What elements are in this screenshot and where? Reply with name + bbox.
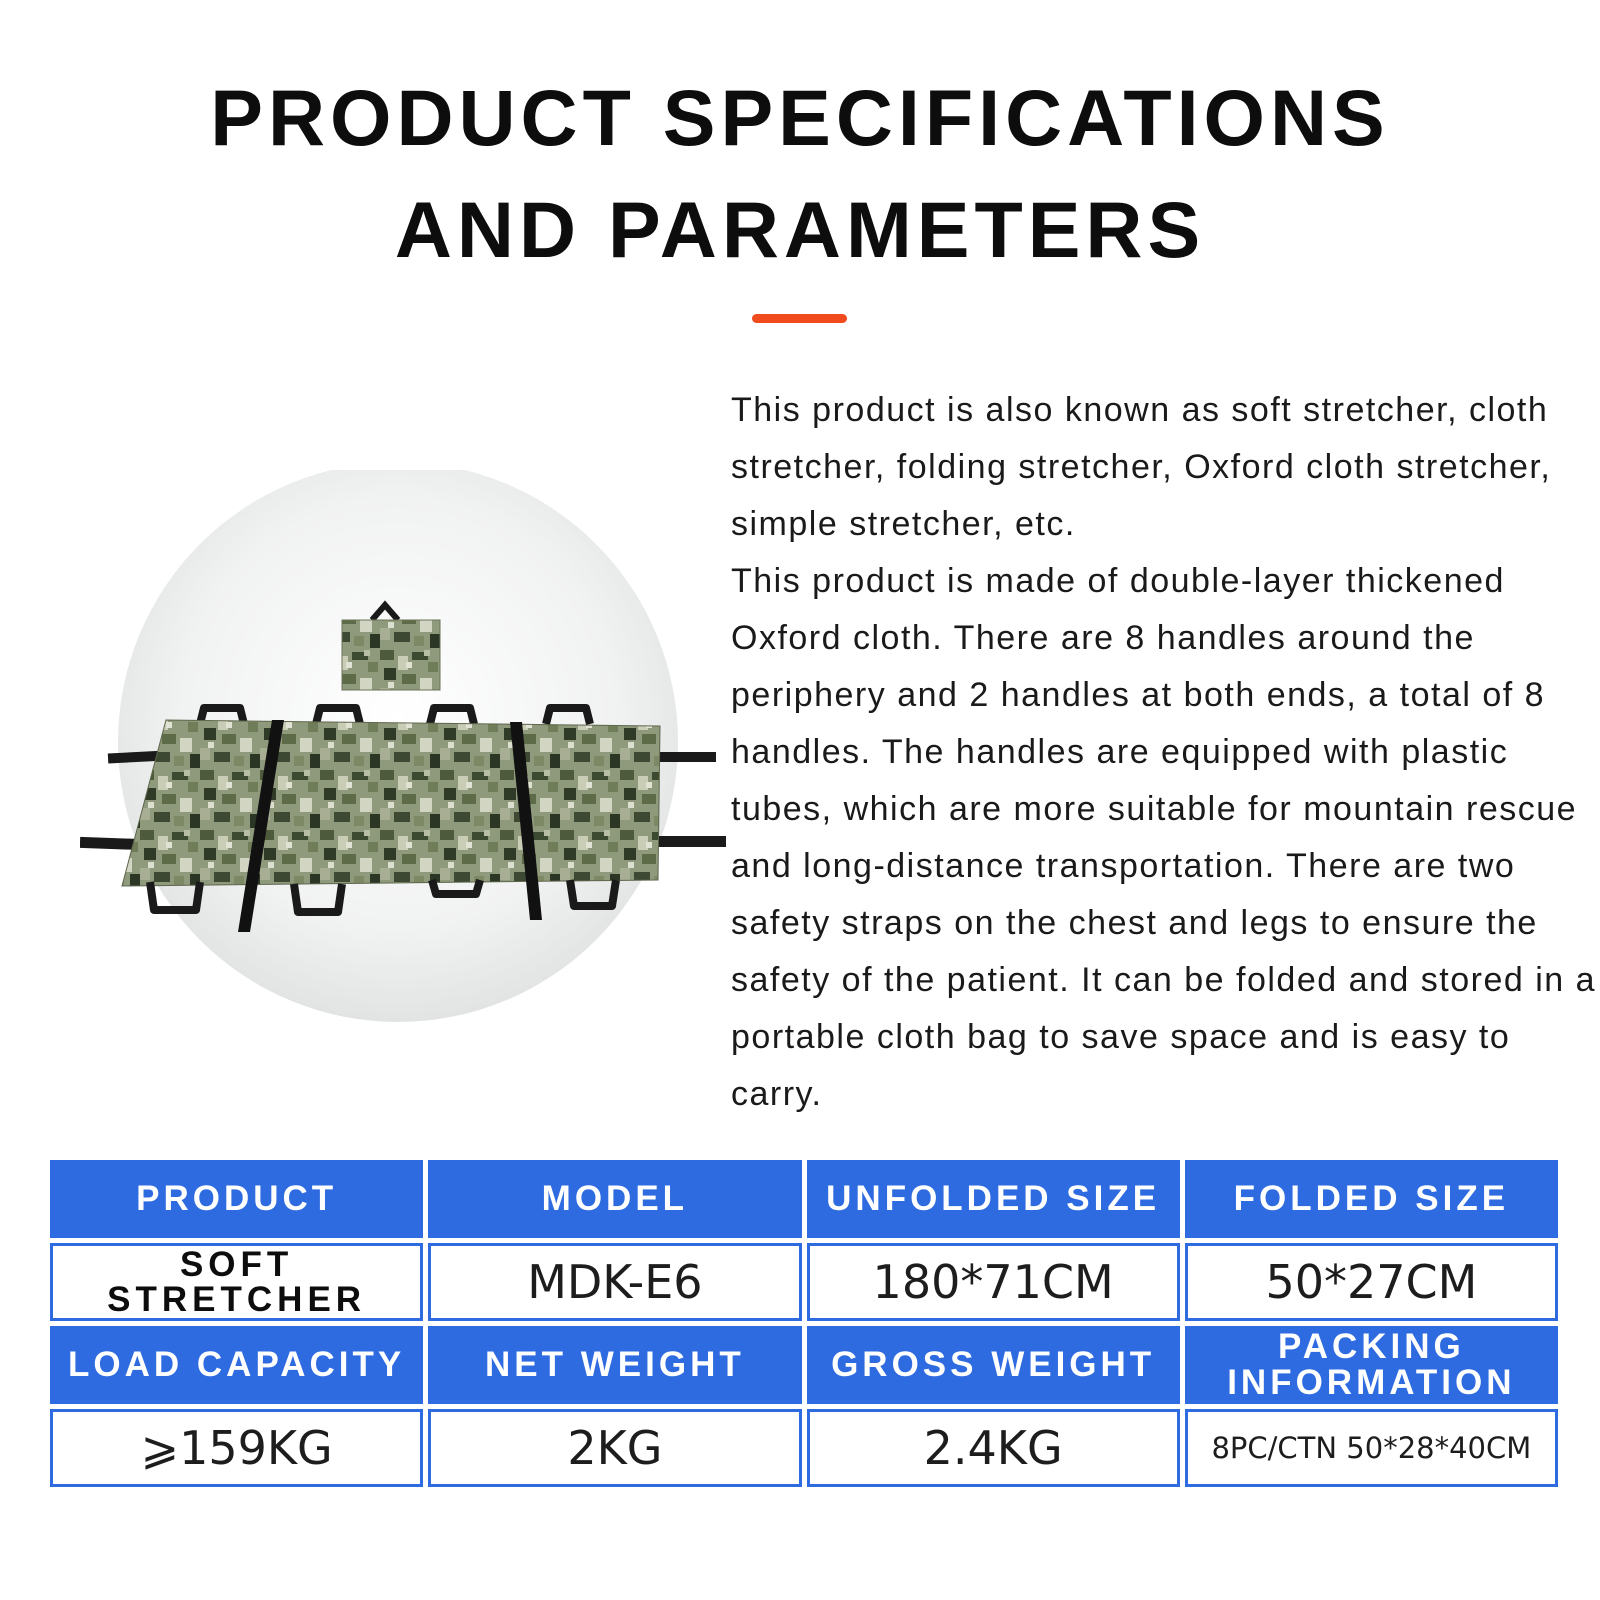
spec-header-unfolded-size: UNFOLDED SIZE	[807, 1160, 1180, 1238]
product-description	[731, 382, 1600, 1123]
page-title	[0, 62, 1600, 286]
spec-header-packing-information: PACKING INFORMATION	[1185, 1326, 1558, 1404]
description-paragraph-1: This product is also known as soft stretcher, cloth stretcher, folding stretcher, Oxford cloth stretcher, simple stretcher, etc.	[731, 391, 1552, 543]
spec-header-folded-size: FOLDED SIZE	[1185, 1160, 1558, 1238]
spec-value-packing-information: 8PC/CTN 50*28*40CM	[1185, 1409, 1558, 1487]
spec-header-model: MODEL	[428, 1160, 801, 1238]
spec-table	[50, 1160, 1558, 1487]
title-accent-bar	[752, 314, 847, 323]
spec-value-product: SOFT STRETCHER	[50, 1243, 423, 1321]
spec-value-net-weight: 2KG	[428, 1409, 801, 1487]
spec-header-gross-weight: GROSS WEIGHT	[807, 1326, 1180, 1404]
stretcher-body	[122, 720, 660, 886]
spec-header-net-weight: NET WEIGHT	[428, 1326, 801, 1404]
spec-value-folded-size: 50*27CM	[1185, 1243, 1558, 1321]
spec-value-unfolded-size: 180*71CM	[807, 1243, 1180, 1321]
spec-value-gross-weight: 2.4KG	[807, 1409, 1180, 1487]
spec-value-model: MDK-E6	[428, 1243, 801, 1321]
spec-header-load-capacity: LOAD CAPACITY	[50, 1326, 423, 1404]
description-paragraph-2: This product is made of double-layer thickened Oxford cloth. There are 8 handles around the periphery and 2 handles at both ends, a total of 8 handles. The handles are equipped with plastic tubes, which are more suitable for mountain rescue and long-distance transportation. There are two safety straps on the chest and legs to ensure the safety of the patient. It can be folded and stored in a portable cloth bag to save space and is easy to carry.	[731, 562, 1597, 1113]
title-line-2: AND PARAMETERS	[394, 185, 1206, 274]
spec-value-load-capacity: ⩾159KG	[50, 1409, 423, 1487]
title-line-1: PRODUCT SPECIFICATIONS	[210, 73, 1390, 162]
stretcher-photo	[80, 470, 730, 1050]
spec-header-product: PRODUCT	[50, 1160, 423, 1238]
